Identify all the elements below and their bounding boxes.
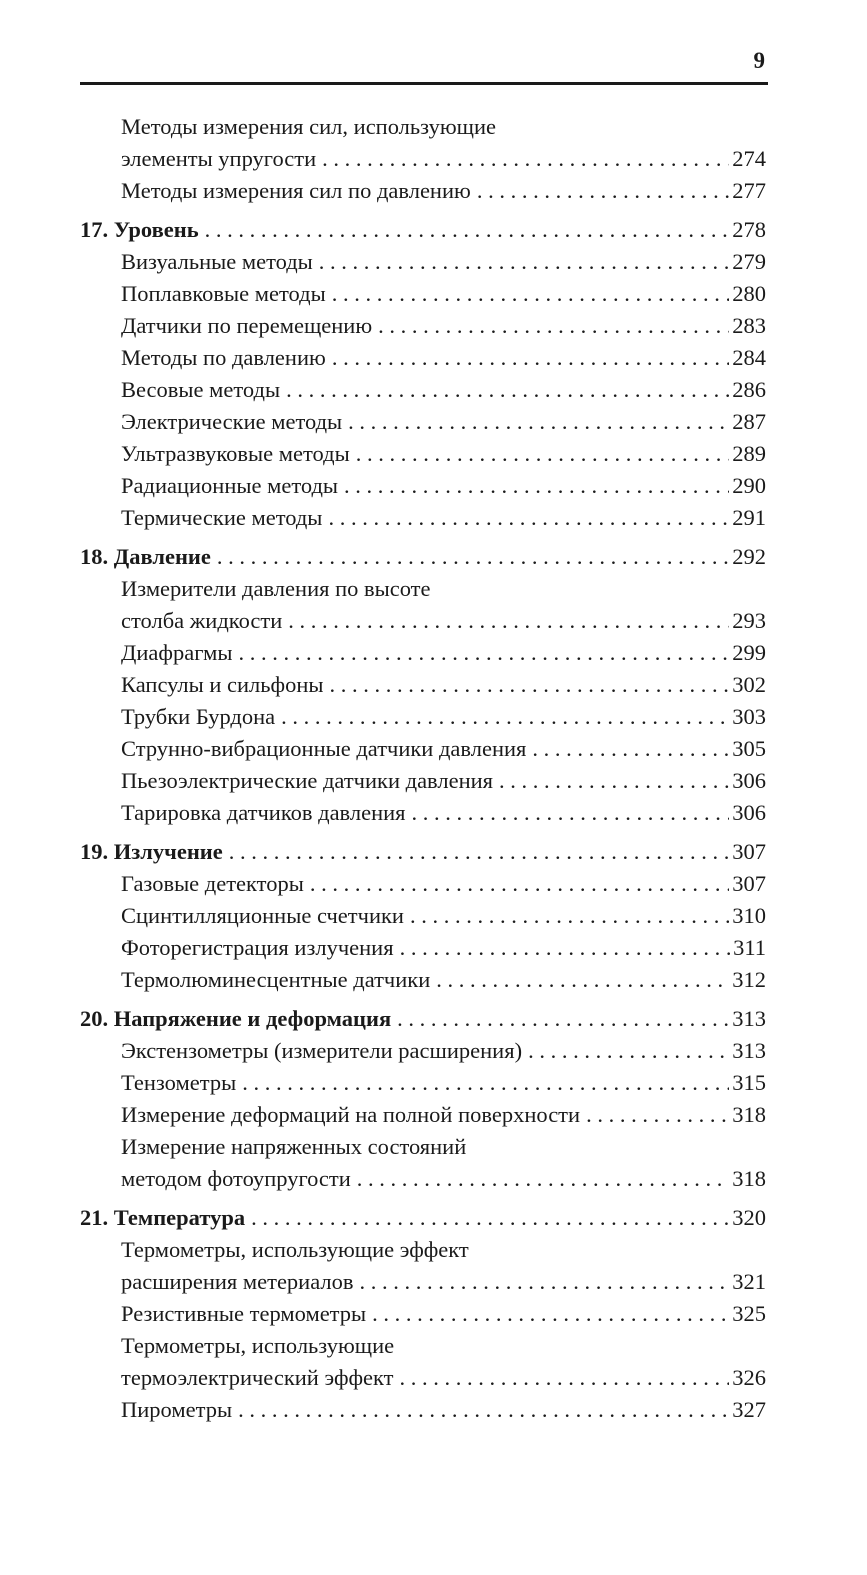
toc-section-entry[interactable] xyxy=(80,733,766,765)
toc-section-entry[interactable] xyxy=(80,765,766,797)
toc-entry-title: 21. Температура xyxy=(80,1205,246,1230)
toc-entry-title: Датчики по перемещению xyxy=(121,313,373,338)
toc-page-number: 313 xyxy=(732,1006,766,1031)
dot-leader xyxy=(397,1003,729,1035)
toc-page-number: 274 xyxy=(732,146,766,171)
toc-entry-title: Сцинтилляционные счетчики xyxy=(121,903,404,928)
toc-entry-title: Трубки Бурдона xyxy=(121,704,276,729)
toc-chapter-entry[interactable] xyxy=(80,1003,766,1035)
toc-entry-title: Измерение напряженных состояний xyxy=(121,1134,467,1159)
toc-entry-title: Термометры, использующие xyxy=(121,1333,395,1358)
dot-leader xyxy=(332,278,730,310)
toc-page-number: 284 xyxy=(732,345,766,370)
dot-leader xyxy=(229,836,729,868)
toc-section-entry[interactable] xyxy=(80,605,766,637)
toc-section-entry[interactable] xyxy=(80,143,766,175)
toc-section-entry[interactable] xyxy=(80,1131,766,1163)
toc-section-entry[interactable] xyxy=(80,1330,766,1362)
dot-leader xyxy=(286,374,729,406)
toc-section-entry[interactable] xyxy=(80,342,766,374)
toc-entry-title: 19. Излучение xyxy=(80,839,223,864)
toc-entry-title: Термические методы xyxy=(121,505,323,530)
toc-entry-title: Методы измерения сил по давлению xyxy=(121,178,471,203)
toc-entry-title: Измерение деформаций на полной поверхности xyxy=(121,1102,581,1127)
toc-page-number: 277 xyxy=(732,178,766,203)
toc-entry-title: Радиационные методы xyxy=(121,473,339,498)
dot-leader xyxy=(436,964,729,996)
toc-entry-title: Электрические методы xyxy=(121,409,343,434)
dot-leader xyxy=(412,797,730,829)
toc-section-entry[interactable] xyxy=(80,1362,766,1394)
dot-leader xyxy=(360,1266,730,1298)
dot-leader xyxy=(477,175,729,207)
toc-page-number: 315 xyxy=(732,1070,766,1095)
toc-section-entry[interactable] xyxy=(80,374,766,406)
toc-page-number: 318 xyxy=(732,1166,766,1191)
dot-leader xyxy=(328,502,729,534)
table-of-contents xyxy=(80,111,766,1426)
toc-entry-title: Методы измерения сил, использующие xyxy=(121,114,496,139)
dot-leader xyxy=(372,1298,729,1330)
toc-entry-title: Капсулы и сильфоны xyxy=(121,672,324,697)
toc-section-entry[interactable] xyxy=(80,406,766,438)
toc-page-number: 291 xyxy=(732,505,766,530)
header-rule xyxy=(80,82,768,85)
toc-entry-title: Диафрагмы xyxy=(121,640,233,665)
toc-entry-title: методом фотоупругости xyxy=(121,1166,351,1191)
toc-section-entry[interactable] xyxy=(80,932,766,964)
toc-section-entry[interactable] xyxy=(80,900,766,932)
toc-chapter-entry[interactable] xyxy=(80,541,766,573)
toc-page-number: 325 xyxy=(732,1301,766,1326)
toc-entry-title: Термометры, использующие эффект xyxy=(121,1237,469,1262)
toc-entry-title: Измерители давления по высоте xyxy=(121,576,431,601)
toc-chapter-entry[interactable] xyxy=(80,214,766,246)
toc-entry-title: Пирометры xyxy=(121,1397,233,1422)
toc-section-entry[interactable] xyxy=(80,701,766,733)
toc-page-number: 289 xyxy=(732,441,766,466)
toc-section-entry[interactable] xyxy=(80,1035,766,1067)
dot-leader xyxy=(378,310,729,342)
dot-leader xyxy=(332,342,729,374)
toc-section-entry[interactable] xyxy=(80,669,766,701)
toc-page-number: 305 xyxy=(732,736,766,761)
toc-section-entry[interactable] xyxy=(80,637,766,669)
dot-leader xyxy=(288,605,729,637)
toc-entry-title: Газовые детекторы xyxy=(121,871,304,896)
dot-leader xyxy=(205,214,730,246)
toc-section-entry[interactable] xyxy=(80,1266,766,1298)
dot-leader xyxy=(356,438,730,470)
dot-leader xyxy=(251,1202,729,1234)
toc-entry-title: расширения метериалов xyxy=(121,1269,354,1294)
toc-page-number: 293 xyxy=(732,608,766,633)
toc-entry-title: Термолюминесцентные датчики xyxy=(121,967,431,992)
toc-section-entry[interactable] xyxy=(80,1394,766,1426)
toc-page-number: 320 xyxy=(732,1205,766,1230)
toc-page-number: 290 xyxy=(732,473,766,498)
dot-leader xyxy=(528,1035,729,1067)
dot-leader xyxy=(319,246,729,278)
dot-leader xyxy=(238,637,729,669)
toc-entry-title: Струнно-вибрационные датчики давления xyxy=(121,736,527,761)
toc-entry-title: Резистивные термометры xyxy=(121,1301,367,1326)
toc-page-number: 318 xyxy=(732,1102,766,1127)
toc-section-entry[interactable] xyxy=(80,310,766,342)
dot-leader xyxy=(410,900,729,932)
toc-section-entry[interactable] xyxy=(80,573,766,605)
toc-page-number: 302 xyxy=(732,672,766,697)
toc-page-number: 313 xyxy=(732,1038,766,1063)
toc-page-number: 292 xyxy=(732,544,766,569)
toc-page-number: 307 xyxy=(732,871,766,896)
toc-page-number: 321 xyxy=(732,1269,766,1294)
dot-leader xyxy=(310,868,729,900)
toc-page-number: 326 xyxy=(732,1365,766,1390)
dot-leader xyxy=(400,932,731,964)
toc-section-entry[interactable] xyxy=(80,1067,766,1099)
toc-section-entry[interactable] xyxy=(80,868,766,900)
toc-entry-title: Фоторегистрация излучения xyxy=(121,935,394,960)
toc-page-number: 307 xyxy=(732,839,766,864)
toc-entry-title: элементы упругости xyxy=(121,146,317,171)
dot-leader xyxy=(348,406,729,438)
page-number: 9 xyxy=(753,48,765,73)
toc-page-number: 310 xyxy=(732,903,766,928)
dot-leader xyxy=(344,470,729,502)
toc-section-entry[interactable] xyxy=(80,502,766,534)
toc-entry-title: Поплавковые методы xyxy=(121,281,326,306)
toc-section-entry[interactable] xyxy=(80,1099,766,1131)
toc-page-number: 299 xyxy=(732,640,766,665)
toc-page-number: 327 xyxy=(732,1397,766,1422)
toc-page-number: 306 xyxy=(732,768,766,793)
toc-section-entry[interactable] xyxy=(80,1163,766,1195)
toc-entry-title: 20. Напряжение и деформация xyxy=(80,1006,392,1031)
toc-section-entry[interactable] xyxy=(80,1234,766,1266)
toc-section-entry[interactable] xyxy=(80,175,766,207)
toc-entry-title: Тарировка датчиков давления xyxy=(121,800,406,825)
toc-entry-title: 17. Уровень xyxy=(80,217,199,242)
toc-page-number: 283 xyxy=(732,313,766,338)
toc-section-entry[interactable] xyxy=(80,797,766,829)
dot-leader xyxy=(322,143,729,175)
toc-entry-title: Пьезоэлектрические датчики давления xyxy=(121,768,494,793)
toc-entry-title: Экстензометры (измерители расширения) xyxy=(121,1038,523,1063)
toc-page-number: 312 xyxy=(732,967,766,992)
toc-entry-title: 18. Давление xyxy=(80,544,211,569)
toc-entry-title: Весовые методы xyxy=(121,377,281,402)
dot-leader xyxy=(238,1394,729,1426)
toc-chapter-entry[interactable] xyxy=(80,836,766,868)
toc-section-entry[interactable] xyxy=(80,470,766,502)
toc-entry-title: термоэлектрический эффект xyxy=(121,1365,394,1390)
toc-page-number: 311 xyxy=(733,935,766,960)
dot-leader xyxy=(217,541,729,573)
toc-entry-title: столба жидкости xyxy=(121,608,283,633)
toc-page-number: 306 xyxy=(732,800,766,825)
dot-leader xyxy=(281,701,729,733)
dot-leader xyxy=(586,1099,729,1131)
toc-section-entry[interactable] xyxy=(80,438,766,470)
toc-entry-title: Тензометры xyxy=(121,1070,237,1095)
toc-page-number: 286 xyxy=(732,377,766,402)
toc-page-number: 279 xyxy=(732,249,766,274)
toc-page-number: 303 xyxy=(732,704,766,729)
toc-entry-title: Методы по давлению xyxy=(121,345,326,370)
dot-leader xyxy=(532,733,729,765)
dot-leader xyxy=(242,1067,729,1099)
toc-section-entry[interactable] xyxy=(80,1298,766,1330)
toc-entry-title: Ультразвуковые методы xyxy=(121,441,350,466)
dot-leader xyxy=(357,1163,729,1195)
toc-section-entry[interactable] xyxy=(80,964,766,996)
toc-page-number: 278 xyxy=(732,217,766,242)
toc-chapter-entry[interactable] xyxy=(80,1202,766,1234)
toc-section-entry[interactable] xyxy=(80,246,766,278)
toc-page-number: 280 xyxy=(732,281,766,306)
toc-section-entry[interactable] xyxy=(80,111,766,143)
dot-leader xyxy=(399,1362,729,1394)
toc-section-entry[interactable] xyxy=(80,278,766,310)
dot-leader xyxy=(330,669,730,701)
toc-page-number: 287 xyxy=(732,409,766,434)
dot-leader xyxy=(499,765,729,797)
toc-entry-title: Визуальные методы xyxy=(121,249,313,274)
